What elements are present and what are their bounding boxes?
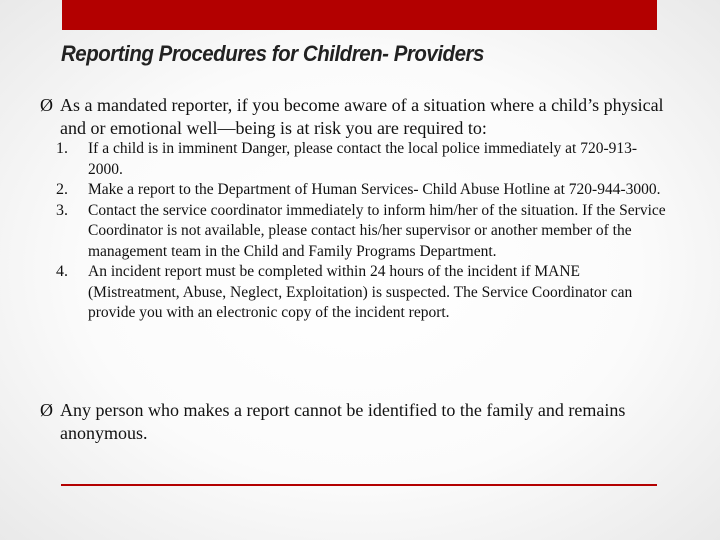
list-item	[56, 180, 676, 201]
list-item	[56, 201, 676, 263]
procedure-steps-list	[56, 139, 676, 324]
step-number: 4.	[56, 263, 68, 280]
step-number: 2.	[56, 181, 68, 198]
step-number: 3.	[56, 201, 68, 219]
list-item	[56, 262, 676, 324]
top-accent-bar	[62, 0, 657, 30]
slide-title: Reporting Procedures for Children- Providers	[61, 41, 484, 66]
bullet-text: Any person who makes a report cannot be identified to the family and remains anonymous.	[60, 400, 626, 443]
step-text: If a child is in imminent Danger, please contact the local police immediately at 720-913-2000.	[88, 140, 638, 178]
list-item	[56, 139, 676, 180]
bullet-text: As a mandated reporter, if you become aware of a situation where a child’s physical and or emotional well—being is at risk you are required to:	[60, 95, 664, 138]
bottom-accent-rule	[61, 484, 657, 486]
step-text: Make a report to the Department of Human Services- Child Abuse Hotline at 720-944-3000.	[88, 181, 661, 198]
bullet-mandated-reporter	[40, 94, 670, 140]
bullet-anonymity	[40, 399, 670, 445]
step-text: An incident report must be completed within 24 hours of the incident if MANE (Mistreatment, Abuse, Neglect, Exploitation) is suspected. The Service Coordinator can provide you with an electronic copy of the incident report.	[88, 263, 633, 321]
arrow-bullet-icon: Ø	[40, 95, 53, 115]
step-number: 1.	[56, 140, 68, 157]
arrow-bullet-icon: Ø	[40, 400, 53, 420]
step-text: Contact the service coordinator immediately to inform him/her of the situation. If the Service Coordinator is not available, please contact his/her supervisor or another member of the management team in the Child and Family Programs Department.	[88, 201, 666, 260]
